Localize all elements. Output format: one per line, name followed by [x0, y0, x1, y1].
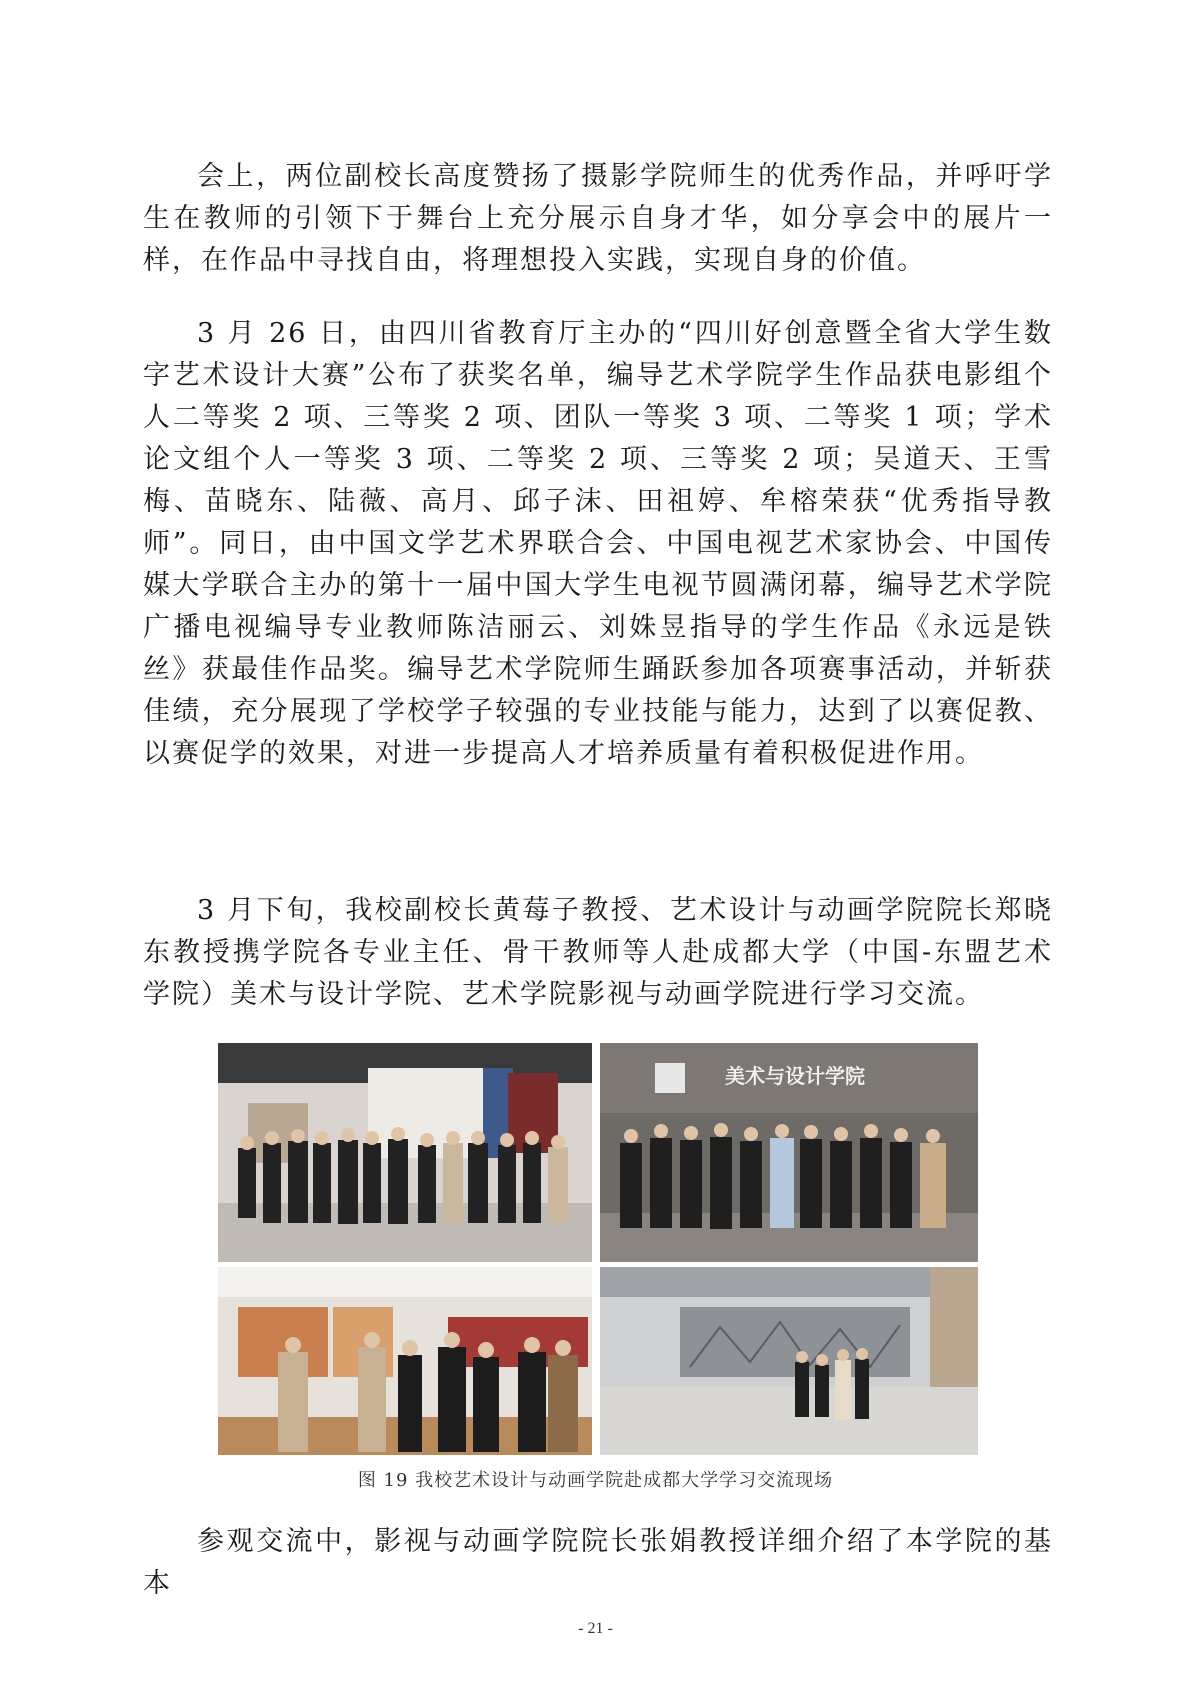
visit-photo-mural-hall	[600, 1267, 978, 1455]
page-number: - 21 -	[578, 1620, 613, 1637]
paragraph-text: 3 月 26 日，由四川省教育厅主办的“四川好创意暨全省大学生数字艺术设计大赛”公布了获奖名单，编导艺术学院学生作品获电影组个人二等奖 2 项、三等奖 2 项、团队一等奖 3 项、二等奖 1 项；学术论文组个人一等奖 3 项、二等奖 2 项、三等奖 2 项；吴道天、王雪梅、苗晓东、陆薇、高月、邱子沫、田祖婷、牟榕荣获“优秀指导教师”。同日，由中国文学艺术界联合会、中国电视艺术家协会、中国传媒大学联合主办的第十一届中国大学生电视节圆满闭幕，编导艺术学院广播电视编导专业教师陈洁丽云、刘姝昱指导的学生作品《永远是铁丝》获最佳作品奖。编导艺术学院师生踊跃参加各项赛事活动，并斩获佳绩，充分展现了学校学子较强的专业技能与能力，达到了以赛促教、以赛促学的效果，对进一步提高人才培养质量有着积极促进作用。	[143, 318, 1053, 769]
visit-photo-exhibit-room	[218, 1267, 592, 1455]
group-photo-exhibition-hall	[218, 1043, 592, 1262]
group-photo-academy-sign	[600, 1043, 978, 1262]
paragraph-text: 参观交流中，影视与动画学院院长张娟教授详细介绍了本学院的基本	[143, 1526, 1053, 1599]
body-paragraph-4	[143, 1521, 1053, 1605]
body-paragraph-2	[143, 313, 1053, 775]
photo-grid-figure	[218, 1043, 978, 1455]
academy-sign-text: 美术与设计学院	[725, 1064, 865, 1088]
paragraph-text: 会上，两位副校长高度赞扬了摄影学院师生的优秀作品，并呼吁学生在教师的引领下于舞台上充分展示自身才华，如分享会中的展片一样，在作品中寻找自由，将理想投入实践，实现自身的价值。	[143, 161, 1053, 276]
body-paragraph-1	[143, 156, 1053, 282]
paragraph-text: 3 月下旬，我校副校长黄莓子教授、艺术设计与动画学院院长郑晓东教授携学院各专业主任、骨干教师等人赴成都大学（中国-东盟艺术学院）美术与设计学院、艺术学院影视与动画学院进行学习交流。	[143, 895, 1053, 1010]
figure-caption: 图 19 我校艺术设计与动画学院赴成都大学学习交流现场	[357, 1470, 834, 1491]
body-paragraph-3	[143, 890, 1053, 1016]
